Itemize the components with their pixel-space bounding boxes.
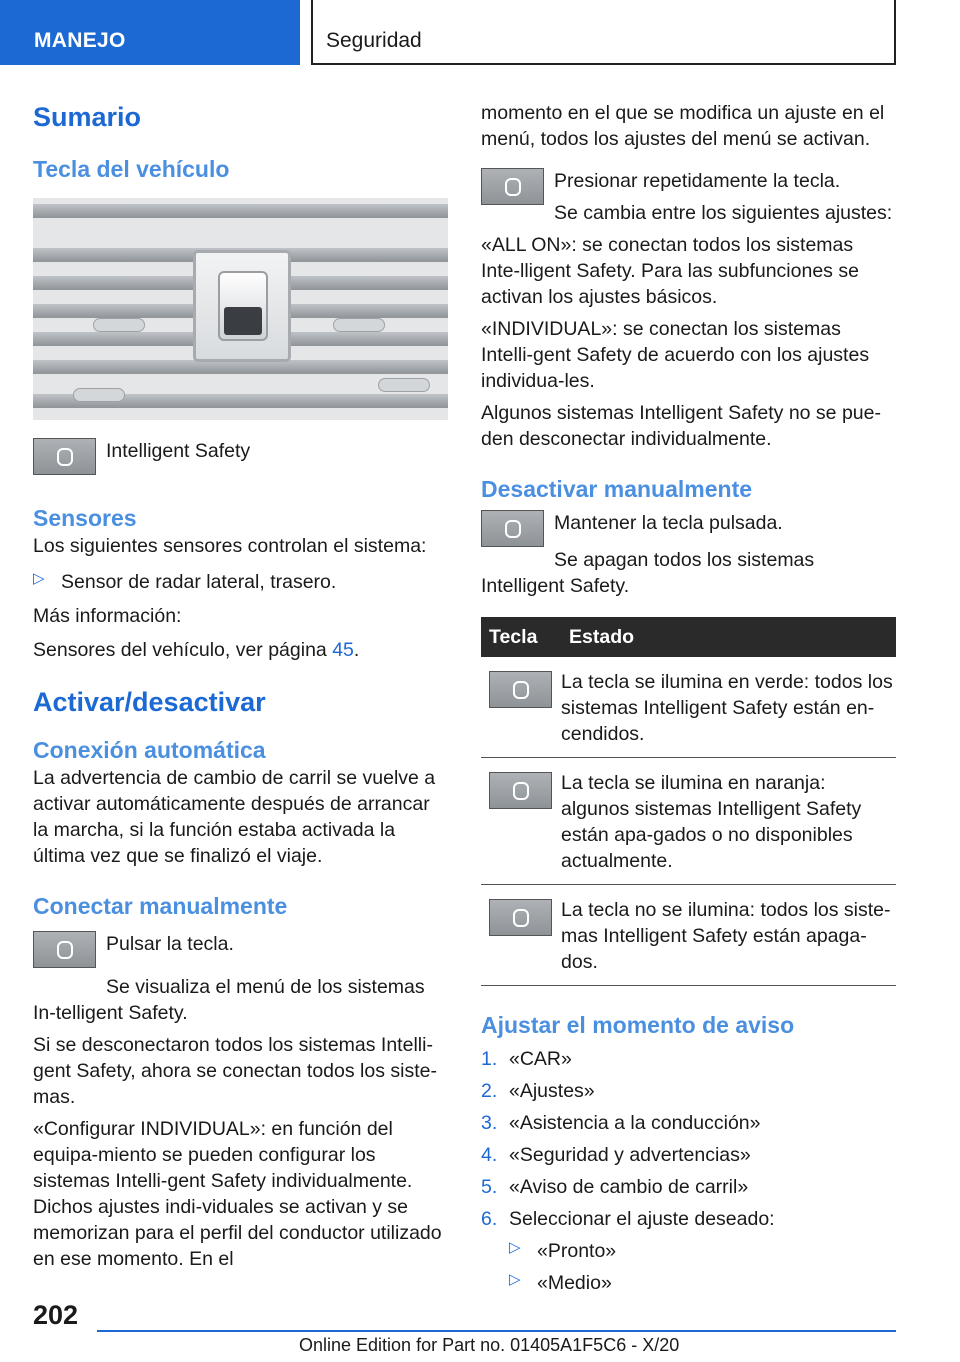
icon-caption: Intelligent Safety <box>106 440 251 462</box>
vehicle-button-photo <box>33 198 448 420</box>
console-panel <box>193 250 291 362</box>
list-item <box>481 1078 896 1104</box>
heading-activar: Activar/desactivar <box>33 687 266 717</box>
table-cell-status: La tecla se ilumina en naranja: algunos sistemas Intelligent Safety están apa-gados o no disponibles actualmente. <box>561 758 896 885</box>
intelligent-safety-icon <box>489 899 552 936</box>
individual-text: «INDIVIDUAL»: se conectan los sistemas Intelli-gent Safety de acuerdo con los ajustes individua-les. <box>481 318 870 392</box>
cambia-text: Se cambia entre los siguientes ajustes: <box>554 202 893 224</box>
reference-end: . <box>353 639 360 661</box>
list-item <box>481 1174 896 1200</box>
step-text: «Ajustes» <box>509 1080 595 1102</box>
sub-item: «Pronto» <box>537 1240 617 1262</box>
intelligent-safety-icon <box>481 168 544 205</box>
triangle-bullet-icon: ▷ <box>509 1239 521 1256</box>
reference-line <box>33 637 448 663</box>
footer-edition: Online Edition for Part no. 01405A1F5C6 - X/20 <box>299 1335 680 1355</box>
step-text: «Aviso de cambio de carril» <box>509 1176 749 1198</box>
step-text: «Asistencia a la conducción» <box>509 1112 761 1134</box>
conectar-step-1: Pulsar la tecla. <box>106 933 234 955</box>
section-label: MANEJO <box>34 29 126 52</box>
table-cell-status: La tecla se ilumina en verde: todos los sistemas Intelligent Safety están en-cendidos. <box>561 657 896 758</box>
heading-sensores: Sensores <box>33 505 137 531</box>
triangle-bullet-icon: ▷ <box>509 1271 521 1288</box>
heading-conexion: Conexión automática <box>33 737 266 763</box>
chapter-tab <box>311 0 896 65</box>
intelligent-safety-icon <box>33 931 96 968</box>
heading-tecla: Tecla del vehículo <box>33 156 230 182</box>
page-number: 202 <box>33 1300 79 1330</box>
table-cell-status: La tecla no se ilumina: todos los siste-mas Intelligent Safety están apaga-dos. <box>561 885 896 986</box>
presionar-text: Presionar repetidamente la tecla. <box>554 170 841 192</box>
continuation-text: momento en el que se modifica un ajuste en el menú, todos los ajustes del menú se activan. <box>481 102 885 150</box>
all-on-text: «ALL ON»: se conectan todos los sistemas Inte-lligent Safety. Para las subfunciones se activan los ajustes básicos. <box>481 234 859 308</box>
mantener-text: Mantener la tecla pulsada. <box>554 512 783 534</box>
apagan-text: Se apagan todos los sistemas Intelligent Safety. <box>481 549 815 597</box>
heading-ajustar: Ajustar el momento de aviso <box>481 1012 795 1038</box>
list-item <box>481 1046 896 1072</box>
table-header-tecla: Tecla <box>481 617 561 657</box>
conexion-text: La advertencia de cambio de carril se vuelve a activar automáticamente después de arrancar la marcha, si la función estaba activada la última vez que se finalizó el viaje. <box>33 767 436 867</box>
intelligent-safety-icon <box>481 510 544 547</box>
chapter-label: Seguridad <box>326 29 422 52</box>
conectar-step-2: Se visualiza el menú de los sistemas In-telligent Safety. <box>33 976 425 1024</box>
algunos-text: Algunos sistemas Intelligent Safety no se pue-den desconectar individualmente. <box>481 402 881 450</box>
right-column <box>481 100 896 1296</box>
heading-desactivar: Desactivar manualmente <box>481 476 753 502</box>
table-row <box>481 885 896 986</box>
sensores-intro: Los siguientes sensores controlan el sistema: <box>33 535 427 557</box>
page-link[interactable]: 45 <box>332 639 354 661</box>
list-item <box>481 1206 896 1232</box>
steps-list <box>481 1046 896 1232</box>
left-column <box>33 100 448 1272</box>
table-row <box>481 657 896 758</box>
list-item <box>481 1142 896 1168</box>
step-number: 5. <box>481 1176 498 1198</box>
section-tab <box>0 0 300 65</box>
conectar-text-4: «Configurar INDIVIDUAL»: en función del equipa-miento se pueden configurar los sistemas Intelli-gent Safety individualmente. Dichos ajustes indi-viduales se activan y se memorizan para el perfil del conductor utilizado en ese momento. En el <box>33 1118 442 1270</box>
footer-rule <box>97 1330 896 1332</box>
intelligent-safety-icon <box>33 438 96 475</box>
reference-text: Sensores del vehículo, ver página <box>33 639 333 661</box>
intelligent-safety-key <box>218 271 268 341</box>
heading-conectar: Conectar manualmente <box>33 893 288 919</box>
step-text: Seleccionar el ajuste deseado: <box>509 1208 775 1230</box>
step-text: «CAR» <box>509 1048 572 1070</box>
status-table <box>481 617 896 986</box>
sensores-item: Sensor de radar lateral, trasero. <box>61 571 337 593</box>
table-row <box>481 758 896 885</box>
conectar-text-3: Si se desconectaron todos los sistemas Intelli-gent Safety, ahora se conectan todos los siste-mas. <box>33 1034 437 1108</box>
step-text: «Seguridad y advertencias» <box>509 1144 751 1166</box>
step-number: 4. <box>481 1144 498 1166</box>
intelligent-safety-icon <box>489 772 552 809</box>
step-number: 1. <box>481 1048 498 1070</box>
mas-info: Más información: <box>33 605 182 627</box>
intelligent-safety-icon <box>489 671 552 708</box>
table-header-estado: Estado <box>561 617 896 657</box>
triangle-bullet-icon: ▷ <box>33 570 45 587</box>
list-item <box>481 1110 896 1136</box>
step-number: 3. <box>481 1112 498 1134</box>
sub-item: «Medio» <box>537 1272 612 1294</box>
step-number: 2. <box>481 1080 498 1102</box>
heading-sumario: Sumario <box>33 102 142 132</box>
step-number: 6. <box>481 1208 498 1230</box>
